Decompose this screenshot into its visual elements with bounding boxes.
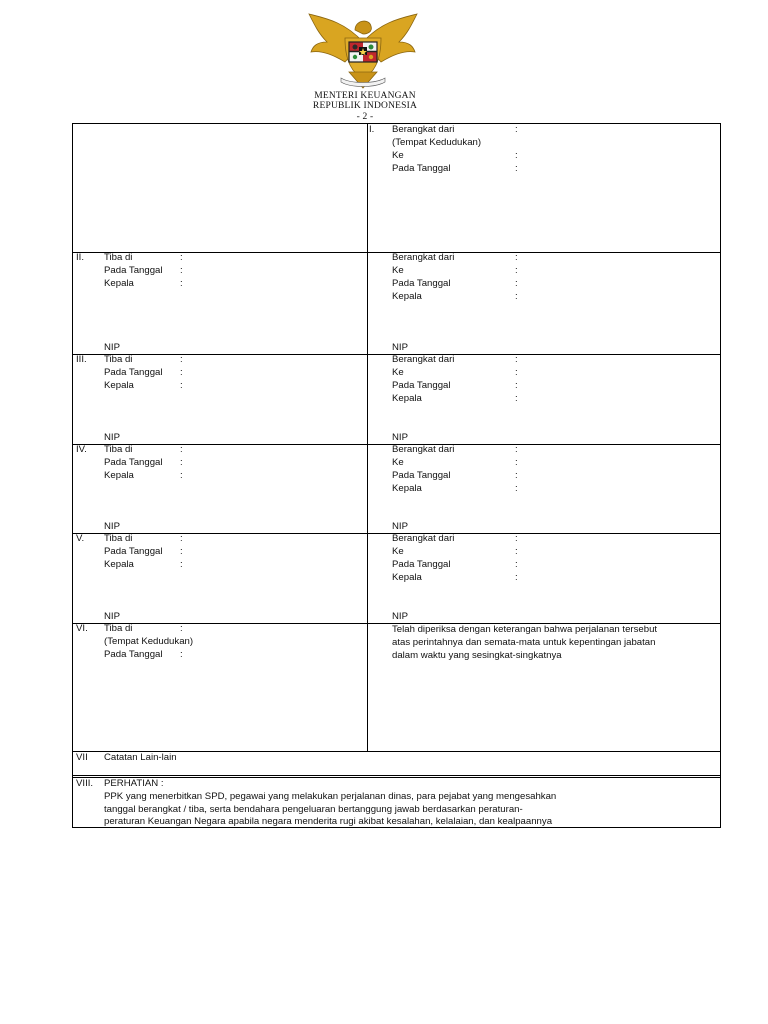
section-roman: VIII. [76, 778, 94, 789]
nip-label: NIP [104, 342, 120, 353]
colon: : [515, 124, 518, 135]
colon: : [180, 444, 183, 455]
colon: : [515, 291, 518, 302]
perhatian-line: tanggal berangkat / tiba, serta bendahara pengeluaran bertanggung jawab berdasarkan peraturan- [104, 804, 523, 815]
section-roman: IV. [76, 444, 87, 455]
berangkat-dari-label: Berangkat dari [392, 124, 455, 135]
nip-label: NIP [392, 521, 408, 532]
tiba-di-label: Tiba di [104, 444, 133, 455]
colon: : [180, 649, 183, 660]
spd-form-table [72, 123, 721, 828]
colon: : [515, 572, 518, 583]
colon: : [515, 150, 518, 161]
berangkat-dari-label: Berangkat dari [392, 444, 455, 455]
tiba-di-label: Tiba di [104, 623, 133, 634]
tiba-di-label: Tiba di [104, 354, 133, 365]
colon: : [515, 265, 518, 276]
colon: : [180, 559, 183, 570]
kepala-label: Kepala [392, 483, 422, 494]
catatan-label: Catatan Lain-lain [104, 752, 177, 763]
nip-label: NIP [392, 342, 408, 353]
nip-label: NIP [104, 611, 120, 622]
tempat-kedudukan-label: (Tempat Kedudukan) [104, 636, 194, 647]
ke-label: Ke [392, 150, 404, 161]
colon: : [180, 367, 183, 378]
colon: : [515, 533, 518, 544]
verification-statement: Telah diperiksa dengan keterangan bahwa perjalanan tersebut atas perintahnya dan semata-mata untuk kepentingan jabatan dalam waktu yang sesingkat-singkatnya [392, 624, 658, 661]
colon: : [180, 623, 183, 634]
ke-label: Ke [392, 367, 404, 378]
ke-label: Ke [392, 546, 404, 557]
section-roman: V. [76, 533, 85, 544]
kepala-label: Kepala [392, 572, 422, 583]
ke-label: Ke [392, 265, 404, 276]
pada-tanggal-label: Pada Tanggal [392, 163, 451, 174]
colon: : [180, 546, 183, 557]
kepala-label: Kepala [392, 393, 422, 404]
section-roman: I. [369, 124, 375, 135]
colon: : [515, 470, 518, 481]
column-divider [367, 124, 368, 751]
colon: : [515, 367, 518, 378]
colon: : [515, 380, 518, 391]
berangkat-dari-label: Berangkat dari [392, 533, 455, 544]
row-divider [73, 777, 720, 778]
country-title: REPUBLIK INDONESIA [312, 101, 418, 111]
nip-label: NIP [104, 521, 120, 532]
ministry-title: MENTERI KEUANGAN [314, 91, 416, 101]
pada-tanggal-label: Pada Tanggal [104, 546, 163, 557]
section-roman: II. [76, 252, 84, 263]
colon: : [180, 265, 183, 276]
colon: : [515, 252, 518, 263]
colon: : [180, 533, 183, 544]
colon: : [180, 354, 183, 365]
colon: : [180, 470, 183, 481]
colon: : [515, 483, 518, 494]
tiba-di-label: Tiba di [104, 252, 133, 263]
pada-tanggal-label: Pada Tanggal [392, 380, 451, 391]
section-roman: III. [76, 354, 87, 365]
row-divider [73, 775, 720, 776]
tiba-di-label: Tiba di [104, 533, 133, 544]
section-roman: VI. [76, 623, 88, 634]
berangkat-dari-label: Berangkat dari [392, 354, 455, 365]
berangkat-dari-label: Berangkat dari [392, 252, 455, 263]
kepala-label: Kepala [104, 278, 134, 289]
pada-tanggal-label: Pada Tanggal [104, 457, 163, 468]
colon: : [180, 252, 183, 263]
perhatian-line: peraturan Keuangan Negara apabila negara menderita rugi akibat kesalahan, kelalaian, dan kealpaannya [104, 816, 553, 827]
pada-tanggal-label: Pada Tanggal [104, 367, 163, 378]
pada-tanggal-label: Pada Tanggal [104, 265, 163, 276]
nip-label: NIP [392, 432, 408, 443]
colon: : [515, 559, 518, 570]
colon: : [515, 457, 518, 468]
kepala-label: Kepala [104, 559, 134, 570]
perhatian-line: PPK yang menerbitkan SPD, pegawai yang melakukan perjalanan dinas, para pejabat yang mengesahkan [104, 791, 557, 802]
nip-label: NIP [392, 611, 408, 622]
colon: : [180, 278, 183, 289]
kepala-label: Kepala [104, 380, 134, 391]
colon: : [515, 393, 518, 404]
ke-label: Ke [392, 457, 404, 468]
colon: : [180, 457, 183, 468]
garuda-emblem-icon [305, 12, 421, 92]
kepala-label: Kepala [392, 291, 422, 302]
colon: : [515, 163, 518, 174]
perhatian-title: PERHATIAN : [104, 778, 164, 789]
colon: : [515, 278, 518, 289]
pada-tanggal-label: Pada Tanggal [392, 559, 451, 570]
colon: : [515, 354, 518, 365]
colon: : [180, 380, 183, 391]
pada-tanggal-label: Pada Tanggal [392, 278, 451, 289]
kepala-label: Kepala [104, 470, 134, 481]
tempat-kedudukan-label: (Tempat Kedudukan) [392, 137, 482, 148]
colon: : [515, 444, 518, 455]
pada-tanggal-label: Pada Tanggal [392, 470, 451, 481]
colon: : [515, 546, 518, 557]
section-roman: VII [76, 752, 88, 763]
page-number: - 2 - [356, 112, 374, 122]
pada-tanggal-label: Pada Tanggal [104, 649, 163, 660]
nip-label: NIP [104, 432, 120, 443]
